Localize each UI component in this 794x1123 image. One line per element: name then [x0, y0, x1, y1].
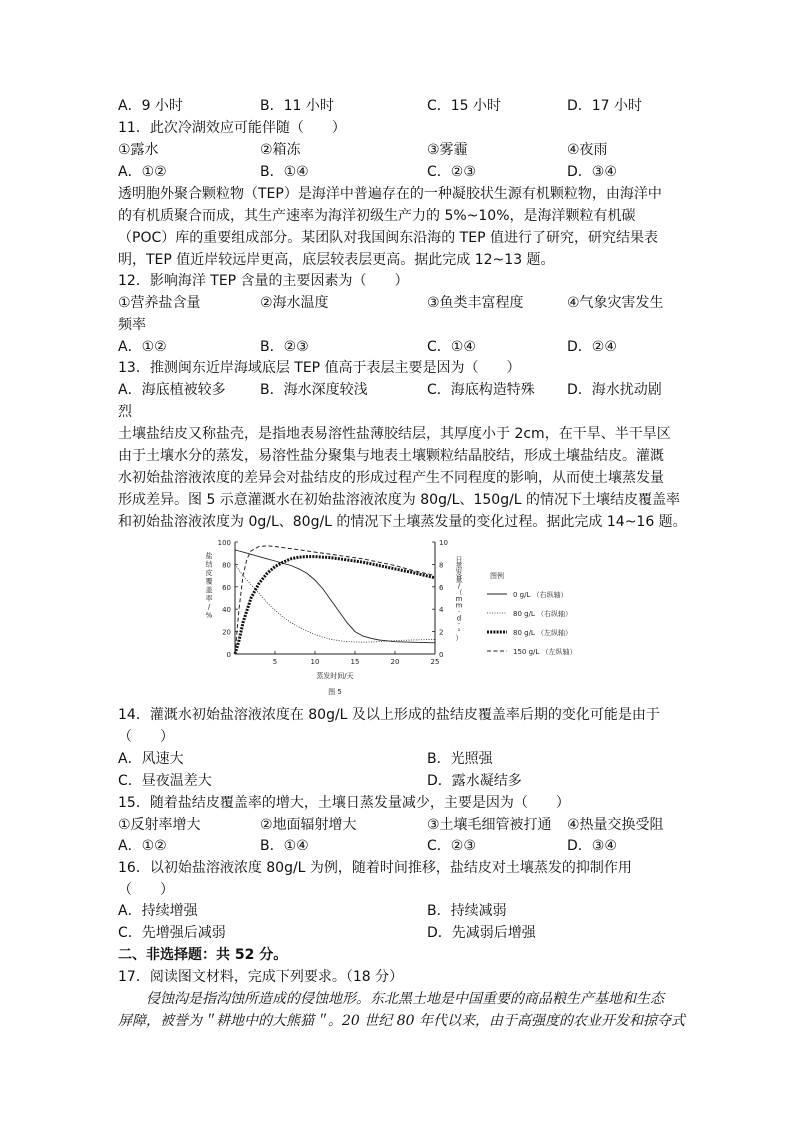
x-tick-label: 5	[272, 658, 278, 666]
q14-option-d[interactable]: D．露水凝结多	[427, 773, 522, 789]
right-tick-label: 6	[439, 583, 444, 592]
y-right-label: 日蒸发量/（ m m · d ⁻ ¹ ）	[455, 556, 463, 642]
right-tick-label: 0	[439, 651, 444, 659]
q11-option-a[interactable]: A．①②	[118, 164, 167, 180]
tep-passage-line-1: 透明胞外聚合颗粒物（TEP）是海洋中普遍存在的一种凝胶状生源有机颗粒物，由海洋中	[118, 186, 662, 202]
left-tick-label: 100	[217, 539, 231, 547]
legend-label-3: 80 g/L （左纵轴）	[513, 629, 573, 637]
salt-passage-line-4: 形成差异。图 5 示意灌溉水在初始盐溶液浓度为 80g/L、150g/L 的情况下土壤结皮覆盖率	[118, 492, 681, 508]
q12-item-1: ①营养盐含量	[118, 295, 201, 311]
q16-option-a[interactable]: A．持续增强	[118, 903, 198, 919]
q13-stem: 13．推测闽东近岸海域底层 TEP 值高于表层主要是因为（ ）	[118, 360, 521, 376]
q15-stem: 15．随着盐结皮覆盖率的增大，土壤日蒸发量减少，主要是因为（ ）	[118, 795, 570, 811]
q14-option-a[interactable]: A．风速大	[118, 751, 184, 767]
q10-option-b[interactable]: B．11 小时	[260, 98, 334, 114]
q16-option-c[interactable]: C．先增强后减弱	[118, 925, 226, 941]
legend-label-1: 0 g/L （右纵轴）	[513, 591, 568, 599]
left-tick-label: 60	[222, 583, 231, 592]
left-tick-label: 80	[222, 561, 231, 570]
q15-item-2: ②地面辐射增大	[260, 817, 357, 833]
x-tick-label: 10	[310, 658, 320, 666]
q12-option-c[interactable]: C．①④	[427, 339, 476, 355]
q16-option-b[interactable]: B．持续减弱	[427, 903, 507, 919]
q15-option-d[interactable]: D．③④	[567, 838, 617, 854]
tep-passage-line-3: （POC）库的重要组成部分。某团队对我国闽东沿海的 TEP 值进行了研究，研究结果表	[118, 230, 658, 246]
q17-material-line-1: 侵蚀沟是指沟蚀所造成的侵蚀地形。东北黑土地是中国重要的商品粮生产基地和生态	[146, 991, 664, 1007]
tep-passage-line-2: 的有机质聚合而成，其生产速率为海洋初级生产力的 5%~10%，是海洋颗粒有机碳	[118, 208, 636, 224]
q14-option-b[interactable]: B．光照强	[427, 751, 493, 767]
x-tick-label: 25	[430, 658, 440, 666]
q14-option-c[interactable]: C．昼夜温差大	[118, 773, 212, 789]
x-axis-label: 蒸发时间/天	[316, 672, 354, 680]
q12-option-d[interactable]: D．②④	[567, 339, 617, 355]
right-tick-label: 2	[439, 628, 444, 637]
q11-item-2: ②箱冻	[260, 142, 301, 158]
right-tick-label: 4	[439, 606, 444, 615]
q11-stem: 11．此次冷湖效应可能伴随（ ）	[118, 120, 346, 136]
legend-label-2: 80 g/L （右纵轴）	[513, 610, 573, 618]
q11-item-1: ①露水	[118, 142, 159, 158]
right-tick-label: 10	[439, 539, 448, 547]
q13-option-c[interactable]: C．海底构造特殊	[427, 382, 535, 398]
salt-passage-line-3: 水初始盐溶液浓度的差异会对盐结皮的形成过程产生不同程度的影响，从而使土壤蒸发量	[118, 470, 664, 486]
q11-option-c[interactable]: C．②③	[427, 164, 476, 180]
q11-option-b[interactable]: B．①④	[260, 164, 309, 180]
q10-option-d[interactable]: D．17 小时	[567, 98, 643, 114]
y-left-label: 盐结皮覆盖率/ %	[205, 552, 213, 620]
q16-stem: 16．以初始盐溶液浓度 80g/L 为例，随着时间推移，盐结皮对土壤蒸发的抑制作用	[118, 860, 632, 876]
q13-option-b[interactable]: B．海水深度较浅	[260, 382, 368, 398]
q10-option-a[interactable]: A．9 小时	[118, 98, 183, 114]
salt-passage-line-2: 由于土壤水分的蒸发，易溶性盐分聚集与地表土壤颗粒结晶胶结，形成土壤盐结皮。灌溉	[118, 448, 664, 464]
q12-item-4-wrap: 频率	[118, 317, 146, 333]
q15-option-c[interactable]: C．②③	[427, 838, 476, 854]
q15-item-3: ③土壤毛细管被打通	[427, 817, 552, 833]
legend-label-4: 150 g/L （左纵轴）	[513, 648, 577, 656]
q12-item-2: ②海水温度	[260, 295, 329, 311]
q16-blank: （ ）	[118, 882, 174, 898]
tep-passage-line-4: 明，TEP 值近岸较远岸更高，底层较表层更高。据此完成 12~13 题。	[118, 252, 555, 268]
left-tick-label: 0	[226, 651, 231, 659]
q15-item-1: ①反射率增大	[118, 817, 201, 833]
q12-item-4: ④气象灾害发生	[567, 295, 664, 311]
q12-item-3: ③鱼类丰富程度	[427, 295, 524, 311]
left-tick-label: 40	[222, 606, 231, 615]
legend-title: 图例	[490, 572, 504, 580]
q14-blank: （ ）	[118, 729, 174, 745]
figure-5-chart	[195, 534, 595, 696]
figure-caption: 图 5	[328, 688, 342, 696]
section-2-heading: 二、非选择题：共 52 分。	[118, 947, 288, 963]
series-line-4	[235, 546, 435, 654]
q11-item-4: ④夜雨	[567, 142, 608, 158]
series-line-1	[235, 550, 435, 643]
x-tick-label: 20	[390, 658, 400, 666]
q16-option-d[interactable]: D．先减弱后增强	[427, 925, 536, 941]
q13-option-d[interactable]: D．海水扰动剧	[567, 382, 662, 398]
q14-stem: 14．灌溉水初始盐溶液浓度在 80g/L 及以上形成的盐结皮覆盖率后期的变化可能是由于	[118, 707, 660, 723]
q17-stem: 17．阅读图文材料，完成下列要求。（18 分）	[118, 969, 404, 985]
salt-passage-line-1: 土壤盐结皮又称盐壳，是指地表易溶性盐薄胶结层，其厚度小于 2cm，在干旱、半干旱区	[118, 426, 671, 442]
q12-stem: 12．影响海洋 TEP 含量的主要因素为（ ）	[118, 273, 409, 289]
q13-option-d-wrap: 烈	[118, 404, 132, 420]
q11-item-3: ③雾霾	[427, 142, 468, 158]
q15-item-4: ④热量交换受阻	[567, 817, 664, 833]
q12-option-b[interactable]: B．②③	[260, 339, 309, 355]
q11-option-d[interactable]: D．③④	[567, 164, 617, 180]
q10-option-c[interactable]: C．15 小时	[427, 98, 502, 114]
right-tick-label: 8	[439, 561, 444, 570]
q15-option-b[interactable]: B．①④	[260, 838, 309, 854]
q17-material-line-2: 屏障，被誉为＂耕地中的大熊猫＂。20 世纪 80 年代以来，由于高强度的农业开发和掠夺式	[118, 1013, 685, 1029]
salt-passage-line-5: 和初始盐溶液浓度为 0g/L、80g/L 的情况下土壤蒸发量的变化过程。据此完成 14~16 题。	[118, 514, 687, 530]
left-tick-label: 20	[222, 628, 231, 637]
q13-option-a[interactable]: A．海底植被较多	[118, 382, 226, 398]
q15-option-a[interactable]: A．①②	[118, 838, 167, 854]
q12-option-a[interactable]: A．①②	[118, 339, 167, 355]
x-tick-label: 15	[350, 658, 360, 666]
